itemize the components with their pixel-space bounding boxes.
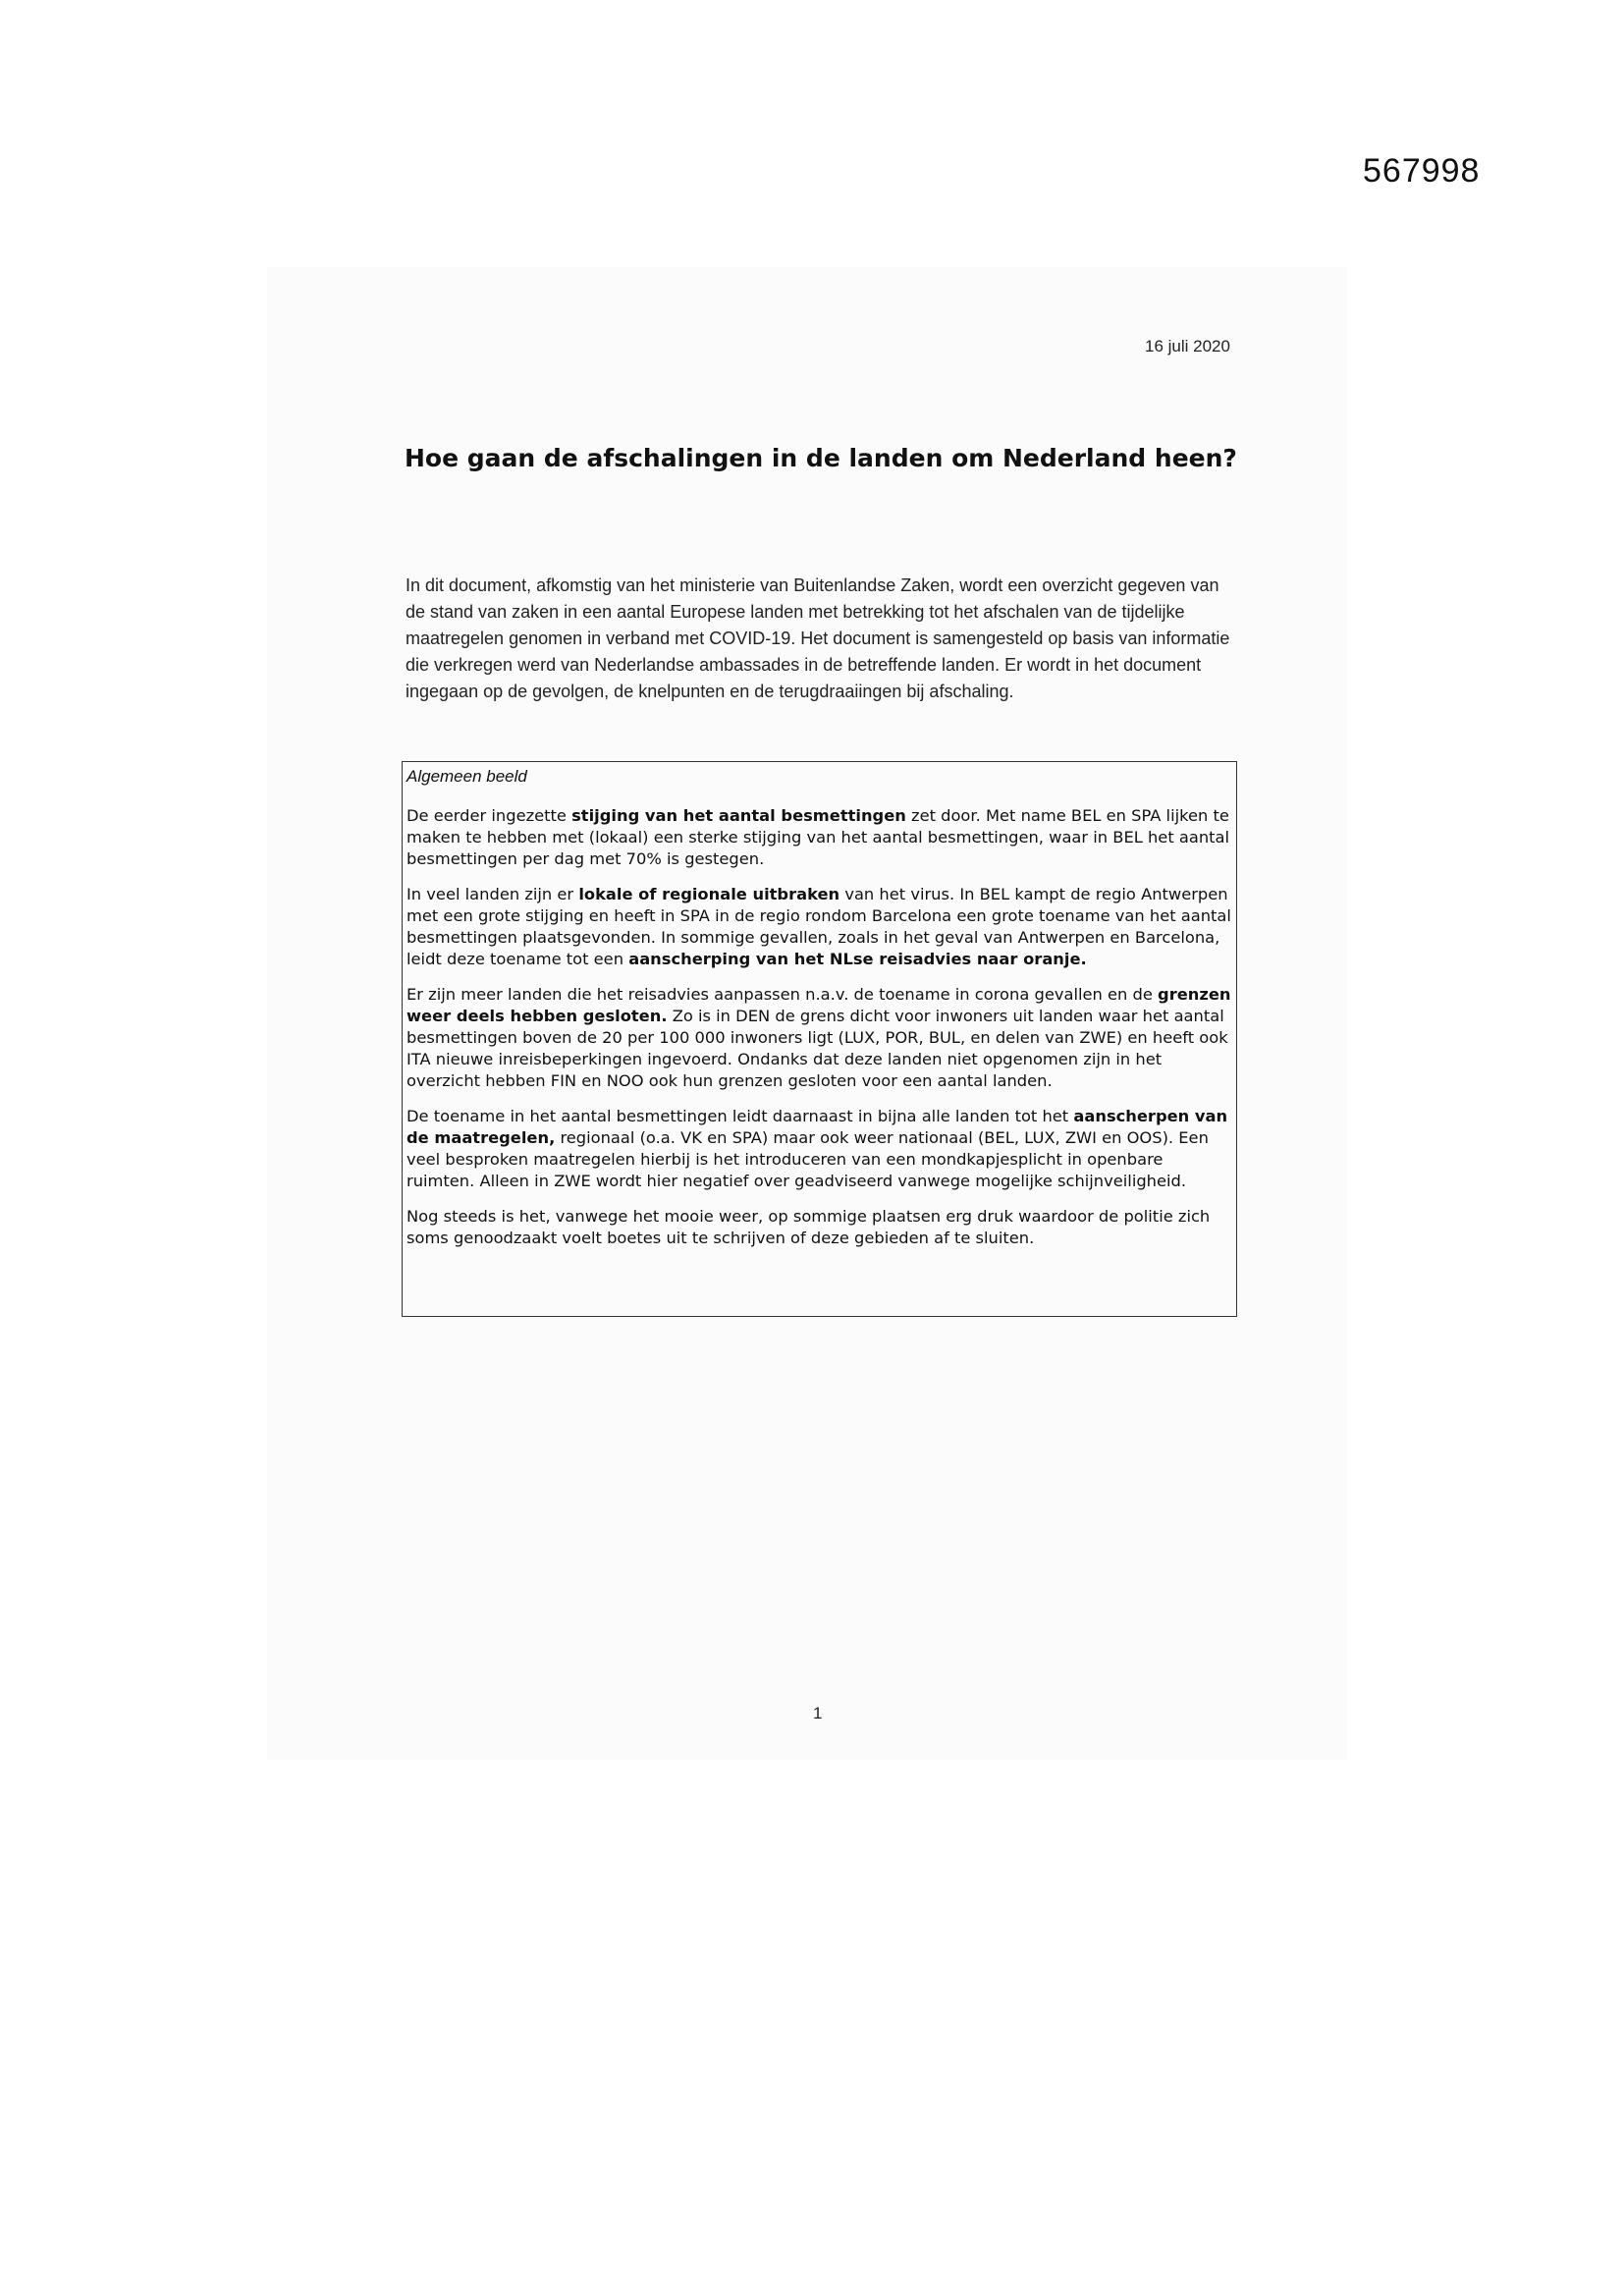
highlight-text: lokale of regionale uitbraken <box>578 885 840 903</box>
highlight-text: stijging van het aantal besmettingen <box>571 806 906 825</box>
text: Er zijn meer landen die het reisadvies aanpassen n.a.v. de toename in corona gevallen en de <box>406 985 1159 1004</box>
summary-heading: Algemeen beeld <box>406 767 527 786</box>
text: Zo is in DEN de grens dicht voor inwoners uit landen waar het aantal besmettingen boven de 20 per 100 000 inwoners ligt (LUX, POR, BUL, en delen van ZWE) en heeft ook ITA nieuwe inreisbeperkingen ingevoerd. Ondanks dat deze landen niet opgenomen zijn in het overzicht hebben FIN en NOO ook hun grenzen gesloten voor een aantal landen. <box>406 1007 1228 1090</box>
summary-paragraph-1 <box>406 805 1232 870</box>
text: van het virus. In BEL kampt de regio Antwerpen met een grote stijging en heeft in SPA in de regio rondom Barcelona een grote toename van het aantal besmettingen plaatsgevonden. In sommige gevallen, zoals in het geval van Antwerpen en Barcelona, leidt deze toename tot een <box>406 885 1231 968</box>
summary-box <box>402 761 1237 1317</box>
document-date: 16 juli 2020 <box>1145 337 1230 355</box>
page-title: Hoe gaan de afschalingen in de landen om Nederland heen? <box>405 444 1237 472</box>
document-number: 567998 <box>1363 152 1481 190</box>
highlight-text: grenzen weer deels hebben gesloten. <box>406 985 1231 1025</box>
highlight-text: aanscherping van het NLse reisadvies naar oranje. <box>628 950 1087 968</box>
text: regionaal (o.a. VK en SPA) maar ook weer nationaal (BEL, LUX, ZWI en OOS). Een veel besproken maatregelen hierbij is het introduceren van een mondkapjesplicht in openbare ruimten. Alleen in ZWE wordt hier negatief over geadviseerd vanwege mogelijke schijnveiligheid. <box>406 1128 1209 1190</box>
text: De eerder ingezette <box>406 806 572 825</box>
page-number: 1 <box>813 1704 823 1722</box>
summary-paragraph-5: Nog steeds is het, vanwege het mooie weer, op sommige plaatsen erg druk waardoor de politie zich soms genoodzaakt voelt boetes uit te schrijven of deze gebieden af te sluiten. <box>406 1207 1211 1247</box>
summary-paragraph-2 <box>406 884 1232 970</box>
text: In veel landen zijn er <box>406 885 579 903</box>
highlight-text: aanscherpen van de maatregelen, <box>406 1107 1228 1147</box>
summary-paragraph-3 <box>406 984 1232 1092</box>
summary-paragraph-4 <box>406 1106 1232 1192</box>
intro-paragraph: In dit document, afkomstig van het ministerie van Buitenlandse Zaken, wordt een overzicht gegeven van de stand van zaken in een aantal Europese landen met betrekking tot het afschalen van de tijdelijke maatregelen genomen in verband met COVID-19. Het document is samengesteld op basis van informatie die verkregen werd van Nederlandse ambassades in de betreffende landen. Er wordt in het document ingegaan op de gevolgen, de knelpunten en de terugdraaiingen bij afschaling. <box>406 575 1230 701</box>
text: De toename in het aantal besmettingen leidt daarnaast in bijna alle landen tot het <box>406 1107 1074 1125</box>
text: zet door. Met name BEL en SPA lijken te maken te hebben met (lokaal) een sterke stijging van het aantal besmettingen, waar in BEL het aantal besmettingen per dag met 70% is gestegen. <box>406 806 1230 868</box>
